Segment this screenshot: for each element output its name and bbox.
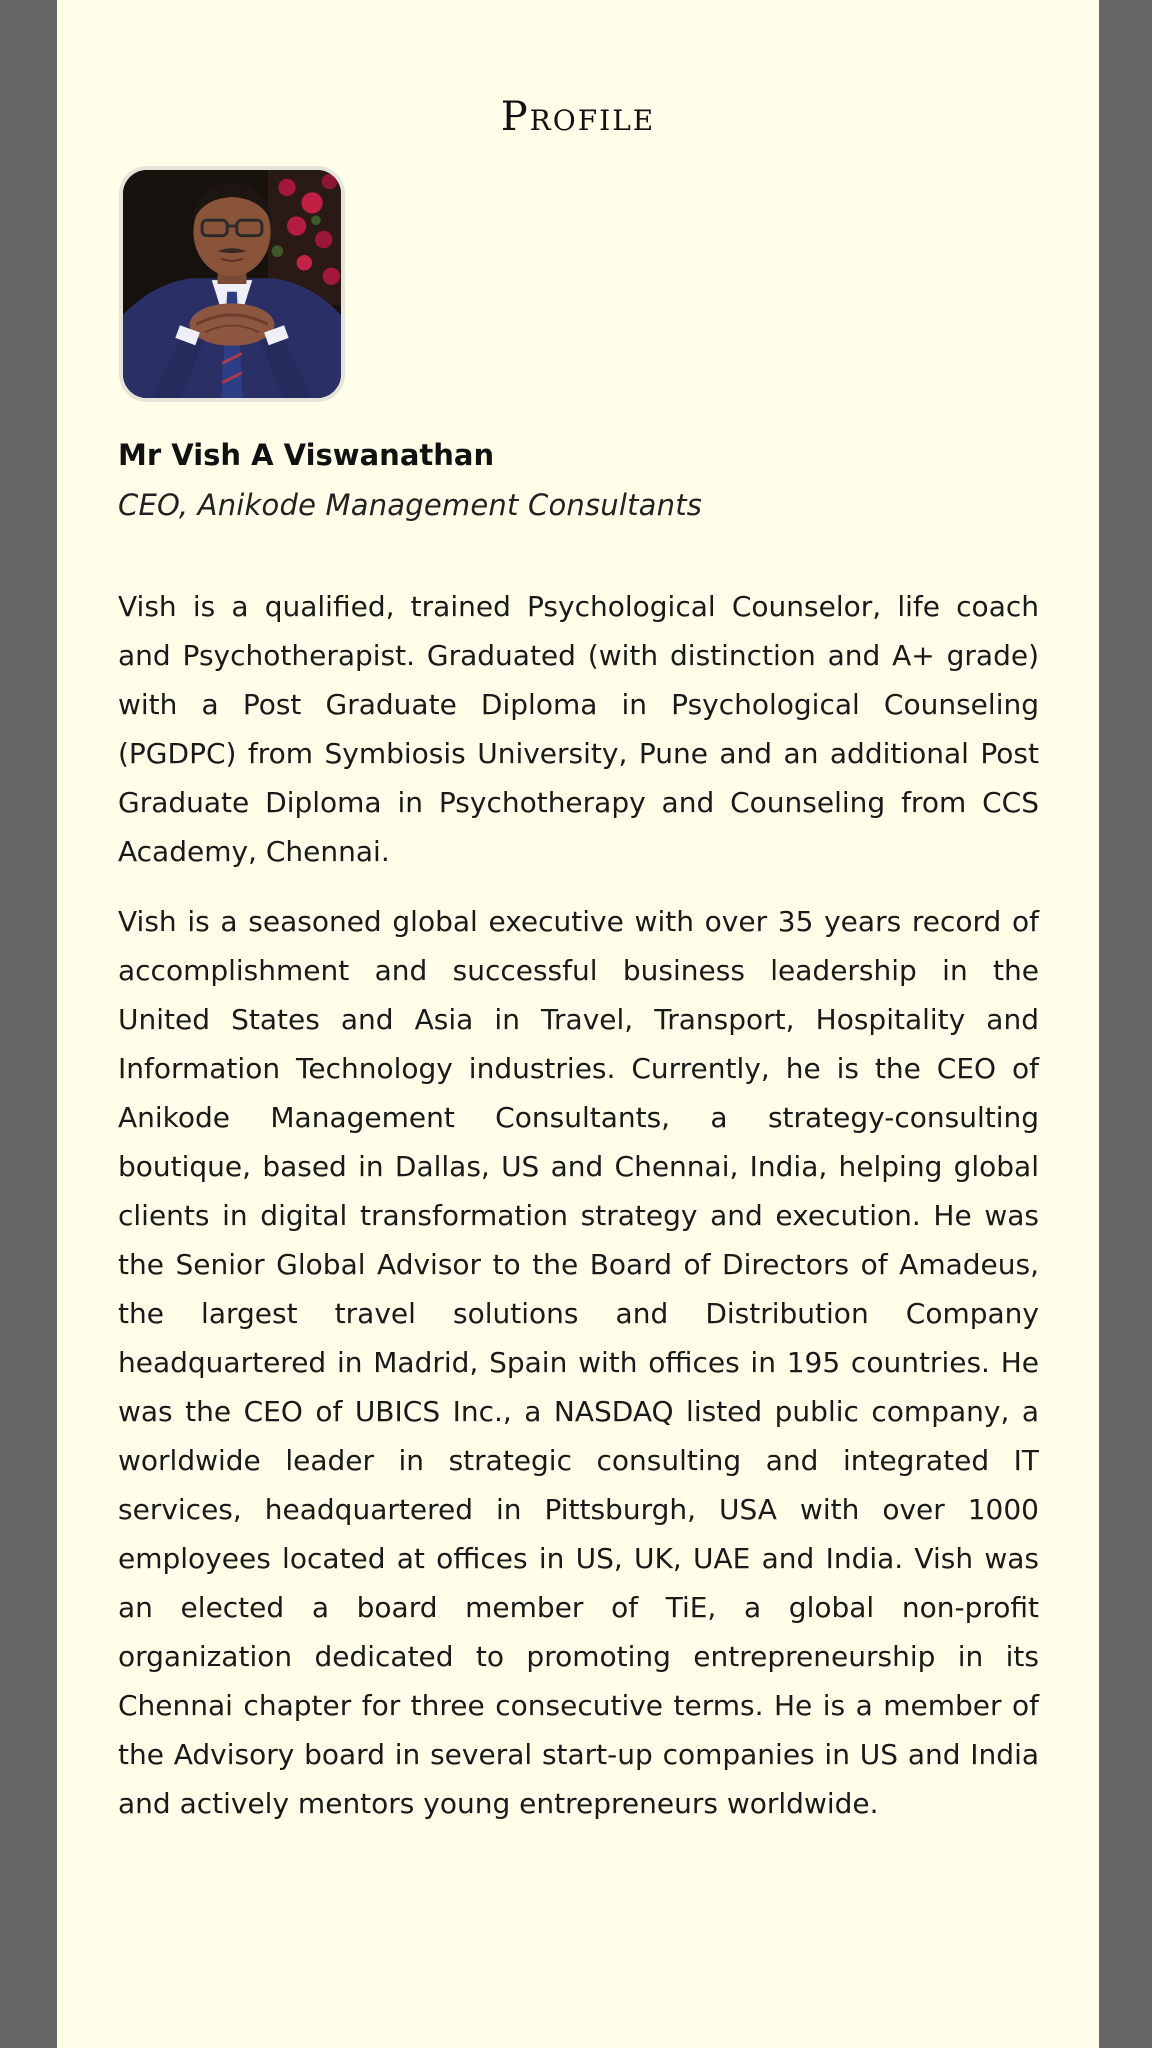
profile-name: Mr Vish A Viswanathan	[118, 438, 495, 472]
portrait-image	[123, 170, 341, 398]
page-title: Profile	[500, 94, 656, 140]
bio-paragraph: Vish is a seasoned global executive with over 35 years record of accomplishment and successful business leadership in the United States and Asia in Travel, Transport, Hospitality and Information Technology industries. Currently, he is the CEO of Anikode Management Consultants, a strategy-consulting boutique, based in Dallas, US and Chennai, India, helping global clients in digital transformation strategy and execution. He was the Senior Global Advisor to the Board of Directors of Amadeus, the largest travel solutions and Distribution Company headquartered in Madrid, Spain with offices in 195 countries. He was the CEO of UBICS Inc., a NASDAQ listed public company, a worldwide leader in strategic consulting and integrated IT services, headquartered in Pittsburgh, USA with over 1000 employees located at offices in US, UK, UAE and India. Vish was an elected a board member of TiE, a global non-profit organization dedicated to promoting entrepreneurship in its Chennai chapter for three consecutive terms. He is a member of the Advisory board in several start-up companies in US and India and actively mentors young entrepreneurs worldwide.	[118, 905, 1039, 1820]
bio-paragraph: Vish is a qualified, trained Psychological Counselor, life coach and Psychotherapist. Graduated (with distinction and A+ grade) with a Post Graduate Diploma in Psychological Counseling (PGDPC) from Symbiosis University, Pune and an additional Post Graduate Diploma in Psychotherapy and Counseling from CCS Academy, Chennai.	[118, 590, 1039, 868]
profile-photo	[119, 166, 345, 402]
profile-page	[57, 0, 1099, 2048]
profile-role: CEO, Anikode Management Consultants	[118, 488, 703, 522]
